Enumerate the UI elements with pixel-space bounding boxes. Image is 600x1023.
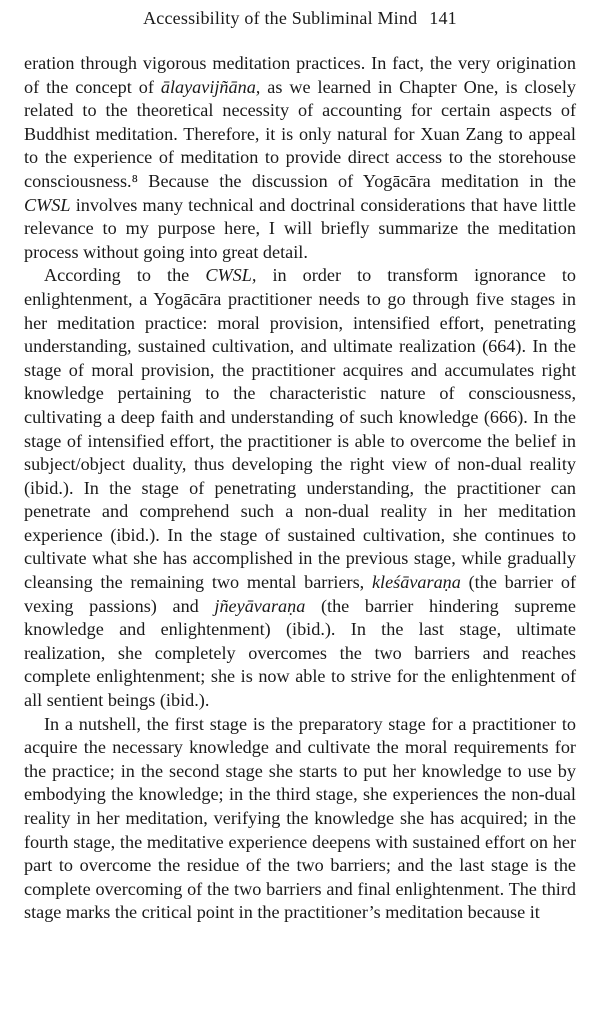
paragraph — [24, 713, 576, 925]
text-run: According to the — [44, 265, 206, 286]
italic-term: CWSL, — [205, 265, 257, 286]
text-run: In a nutshell, the first stage is the preparatory stage for a practitioner to acquire the necessary knowledge and cultivate the moral requirements for the practice; in the second stage she starts to put her knowledge to use by embodying the knowledge; in the third stage, she experiences the non-dual reality in her meditation, verifying the knowledge she has acquired; in the fourth stage, the meditative experience deepens with sustained effort on her part to overcome the residue of the two barriers; and the last stage is the complete overcoming of the two barriers and final enlightenment. The third stage marks the critical point in the practitioner’s meditation because it — [24, 713, 576, 923]
italic-term: CWSL — [24, 194, 71, 215]
page-number: 141 — [429, 8, 457, 28]
body-text — [24, 52, 576, 925]
chapter-title: Accessibility of the Subliminal Mind — [143, 8, 418, 28]
italic-term: jñeyāvaraṇa — [214, 595, 306, 616]
text-run: in order to transform ignorance to enlightenment, a Yogācāra practitioner needs to go through five stages in her meditation practice: moral provision, intensified effort, penetrating understanding, sustained cultivation, and ultimate realization (664). In the stage of moral provision, the practitioner acquires and accumulates right knowledge pertaining to the characteristic nature of consciousness, cultivating a deep faith and understanding of such knowledge (666). In the stage of intensified effort, the practitioner is able to overcome the belief in subject/object duality, thus developing the right view of non-dual reality (ibid.). In the stage of penetrating understanding, the practitioner can penetrate and comprehend such a non-dual reality in her meditation experience (ibid.). In the stage of sustained cultivation, she continues to cultivate what she has accomplished in the previous stage, while gradually cleansing the remaining two mental barriers, — [24, 265, 576, 593]
italic-term: ālayavijñāna, — [160, 76, 261, 97]
text-run: as we learned in Chapter One, is closely related to the theoretical necessity of accounting for certain aspects of Buddhist meditation. Therefore, it is only natural for Xuan Zang to appeal to the experience of meditation to provide direct access to the storehouse consciousness.⁸ Because the discussion of Yogācāra meditation in the — [24, 76, 576, 191]
paragraph — [24, 264, 576, 712]
text-run: involves many technical and doctrinal considerations that have little relevance to my purpose here, I will briefly summarize the meditation process without going into great detail. — [24, 194, 576, 262]
text-run: (the barrier hindering supreme knowledge and enlightenment) (ibid.). In the last stage, ultimate realization, she completely overcomes the two barriers and reaches complete enlightenment; she is now able to strive for the enlightenment of all sentient beings (ibid.). — [24, 595, 576, 711]
italic-term: kleśāvaraṇa — [371, 572, 461, 593]
text-run: eration through vigorous meditation practices. In fact, the very origination of the concept of — [24, 53, 576, 97]
running-head — [0, 6, 600, 30]
paragraph — [24, 52, 576, 264]
text-run: (the barrier of vexing passions) and — [24, 572, 576, 616]
